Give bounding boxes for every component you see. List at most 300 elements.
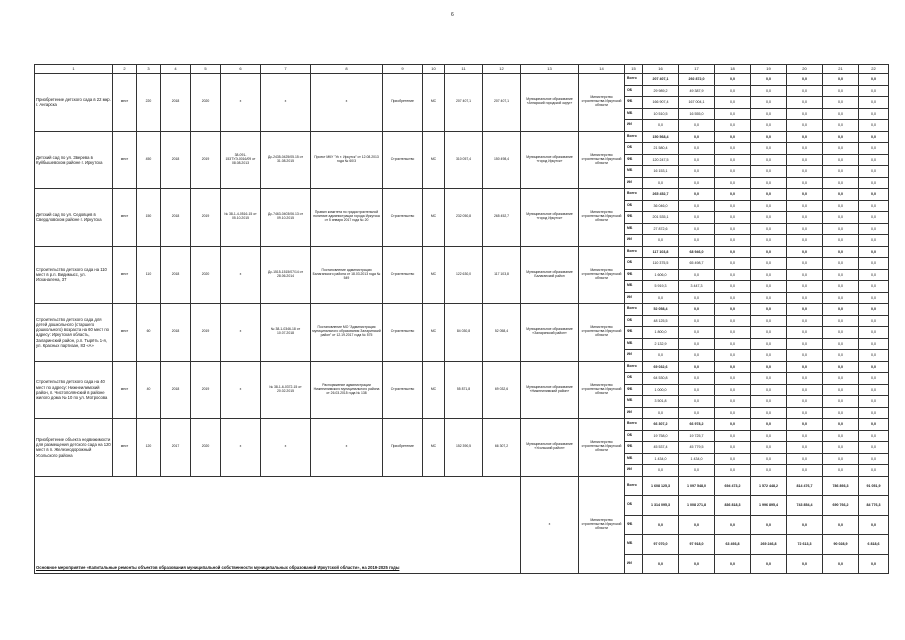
page-number: 6 [451, 12, 454, 18]
column-number-10: 10 [423, 65, 445, 74]
amount-cell: 0,0 [787, 143, 823, 155]
amount-cell: 0,0 [859, 442, 889, 454]
column-number-8: 8 [311, 65, 383, 74]
amount-cell: 21 580,4 [643, 143, 679, 155]
funding-source: МС [423, 131, 445, 189]
funding-label: ОБ [625, 315, 643, 327]
column-number-3: 3 [137, 65, 161, 74]
amount-cell: 0,0 [679, 166, 715, 178]
amount-cell: 0,0 [643, 177, 679, 189]
funding-label: ФБ [625, 384, 643, 396]
start-year: 2018 [161, 74, 191, 132]
table-row [35, 304, 889, 316]
total-amount-cell: 97 070,0 [643, 535, 679, 555]
amount-cell: 66 978,2 [679, 419, 715, 431]
total-amount-cell: 84 776,3 [859, 496, 889, 516]
total-amount-cell: 1 008 271,8 [679, 496, 715, 516]
amount-cell: 0,0 [823, 189, 859, 201]
amount-cell: 0,0 [679, 465, 715, 477]
funding-label: МБ [625, 281, 643, 293]
column-number-7: 7 [261, 65, 311, 74]
amount-cell: 0,0 [751, 442, 787, 454]
total-amount-cell: 1 572 448,2 [751, 476, 787, 496]
amount-cell: 0,0 [679, 131, 715, 143]
amount-cell: 0,0 [751, 269, 787, 281]
unit: мест [113, 419, 137, 477]
amount-cell: 0,0 [715, 223, 751, 235]
total-amount-cell: 0,0 [643, 554, 679, 574]
funding-label: Всего [625, 131, 643, 143]
funding-label: ОБ [625, 143, 643, 155]
amount-cell: 0,0 [715, 177, 751, 189]
amount-cell: 0,0 [859, 304, 889, 316]
funding-label: ИИ [625, 350, 643, 362]
start-year: 2018 [161, 361, 191, 419]
estimated-cost: 232 050,8 [445, 189, 483, 247]
capacity: 450 [137, 131, 161, 189]
end-year: 2020 [191, 419, 221, 477]
amount-cell: 0,0 [751, 407, 787, 419]
funding-source: МС [423, 419, 445, 477]
amount-cell: 0,0 [859, 166, 889, 178]
amount-cell: 2 132,9 [643, 338, 679, 350]
responsible-executor: Министерство строительства Иркутской области [579, 189, 625, 247]
amount-cell: 45 779,5 [679, 442, 715, 454]
amount-cell: 0,0 [823, 85, 859, 97]
object-name: Строительство детского сада на 40 мест по адресу: Нижнеилимский район, п. Чистополянский в районе жилого дома № 10 по ул. Мотросова [35, 361, 113, 419]
amount-cell: 0,0 [787, 315, 823, 327]
amount-cell: 0,0 [823, 361, 859, 373]
start-year: 2018 [161, 304, 191, 362]
amount-cell: 0,0 [859, 154, 889, 166]
amount-cell: 0,0 [787, 304, 823, 316]
amount-cell: 0,0 [679, 200, 715, 212]
amount-cell: 0,0 [823, 97, 859, 109]
amount-cell: 0,0 [859, 258, 889, 270]
amount-cell: 0,0 [679, 315, 715, 327]
responsible-executor: Министерство строительства Иркутской области [579, 419, 625, 477]
cost-remaining: 265 452,7 [483, 189, 521, 247]
total-amount-cell: 694 473,2 [715, 476, 751, 496]
unit: мест [113, 189, 137, 247]
funding-label: Всего [625, 189, 643, 201]
amount-cell: 0,0 [679, 407, 715, 419]
column-number-14: 14 [579, 65, 625, 74]
amount-cell: 0,0 [823, 235, 859, 247]
amount-cell: 0,0 [751, 97, 787, 109]
amount-cell: 0,0 [823, 384, 859, 396]
amount-cell: 0,0 [823, 338, 859, 350]
amount-cell: 0,0 [859, 120, 889, 132]
funding-source: МС [423, 304, 445, 362]
amount-cell: 0,0 [787, 430, 823, 442]
amount-cell: 0,0 [787, 166, 823, 178]
amount-cell: 1 434,0 [679, 453, 715, 465]
amount-cell: 27 872,6 [643, 223, 679, 235]
amount-cell: 0,0 [751, 419, 787, 431]
column-number-18: 18 [715, 65, 751, 74]
table-row [35, 361, 889, 373]
amount-cell: 201 535,1 [643, 212, 679, 224]
work-type: Строительство [383, 246, 423, 304]
responsible-executor: Министерство строительства Иркутской области [579, 246, 625, 304]
amount-cell: 0,0 [787, 384, 823, 396]
amount-cell: 167 004,1 [679, 97, 715, 109]
amount-cell: 0,0 [751, 373, 787, 385]
cost-remaining: 69 032,6 [483, 361, 521, 419]
amount-cell: 0,0 [643, 350, 679, 362]
amount-cell: 0,0 [787, 120, 823, 132]
funding-label: ИИ [625, 235, 643, 247]
amount-cell: 0,0 [679, 212, 715, 224]
amount-cell: 0,0 [751, 292, 787, 304]
total-amount-cell: 0,0 [679, 515, 715, 535]
municipality: Муниципальное образование «Усольский район» [521, 419, 579, 477]
amount-cell: 1 606,0 [643, 269, 679, 281]
amount-cell: 0,0 [787, 453, 823, 465]
column-number-15: 15 [625, 65, 643, 74]
total-amount-cell: 0,0 [751, 515, 787, 535]
municipality: Муниципальное образование «Нижнеилимский район» [521, 361, 579, 419]
total-amount-cell: 0,0 [823, 554, 859, 574]
column-number-1: 1 [35, 65, 113, 74]
funding-label: МБ [625, 223, 643, 235]
funding-source: МС [423, 74, 445, 132]
amount-cell: 0,0 [823, 131, 859, 143]
table-body [35, 65, 889, 574]
amount-cell: 68 946,0 [679, 246, 715, 258]
amount-cell: 0,0 [715, 350, 751, 362]
amount-cell: 0,0 [643, 407, 679, 419]
unit: мест [113, 246, 137, 304]
work-type: Приобретение [383, 74, 423, 132]
amount-cell: 0,0 [715, 442, 751, 454]
amount-cell: 0,0 [715, 258, 751, 270]
amount-cell: 0,0 [859, 292, 889, 304]
funding-label: МБ [625, 396, 643, 408]
amount-cell: 0,0 [823, 281, 859, 293]
program-table [34, 64, 889, 574]
amount-cell: 292 872,0 [679, 74, 715, 86]
start-year: 2018 [161, 246, 191, 304]
work-type: Строительство [383, 131, 423, 189]
amount-cell: 1 000,0 [643, 384, 679, 396]
amount-cell: 0,0 [823, 120, 859, 132]
total-amount-cell: 1 097 548,0 [679, 476, 715, 496]
permit: Дс-1515-1515/07/14 от 28.06.2014 [261, 246, 311, 304]
funding-label: ФБ [625, 442, 643, 454]
table-row [35, 131, 889, 143]
amount-cell: 0,0 [751, 212, 787, 224]
amount-cell: 0,0 [679, 361, 715, 373]
amount-cell: 0,0 [823, 258, 859, 270]
amount-cell: 0,0 [751, 465, 787, 477]
unit: мест [113, 131, 137, 189]
amount-cell: 3 501,8 [643, 396, 679, 408]
table-row [35, 74, 889, 86]
amount-cell: 150 568,4 [643, 131, 679, 143]
amount-cell: 49 387,9 [679, 85, 715, 97]
start-year: 2018 [161, 131, 191, 189]
column-number-row [35, 65, 889, 74]
amount-cell: 0,0 [751, 189, 787, 201]
amount-cell: 0,0 [787, 223, 823, 235]
amount-cell: 0,0 [859, 281, 889, 293]
total-executor: Министерство строительства Иркутской области [579, 476, 625, 574]
amount-cell: 0,0 [823, 465, 859, 477]
amount-cell: 0,0 [715, 154, 751, 166]
amount-cell: 0,0 [715, 269, 751, 281]
estimated-cost: 310 057,4 [445, 131, 483, 189]
responsible-executor: Министерство строительства Иркутской области [579, 131, 625, 189]
total-amount-cell: 63 493,8 [715, 535, 751, 555]
amount-cell: 0,0 [751, 200, 787, 212]
amount-cell: 0,0 [643, 292, 679, 304]
amount-cell: 0,0 [787, 235, 823, 247]
table-row [35, 189, 889, 201]
total-amount-cell: 0,0 [715, 515, 751, 535]
expertise-conclusion: № 38-1-4-0516-15 от 05.10.2015 [221, 189, 261, 247]
amount-cell: 0,0 [859, 235, 889, 247]
estimated-cost: 122 630,0 [445, 246, 483, 304]
amount-cell: 0,0 [751, 453, 787, 465]
expertise-conclusion: х [221, 304, 261, 362]
amount-cell: 0,0 [715, 292, 751, 304]
amount-cell: 0,0 [823, 166, 859, 178]
amount-cell: 52 058,4 [643, 304, 679, 316]
unit: мест [113, 304, 137, 362]
municipality: Муниципальное образование Балаганский район [521, 246, 579, 304]
amount-cell: 0,0 [751, 120, 787, 132]
total-amount-cell: 1 996 895,4 [751, 496, 787, 516]
amount-cell: 0,0 [787, 212, 823, 224]
amount-cell: 0,0 [823, 74, 859, 86]
cost-remaining: 207 407,1 [483, 74, 521, 132]
amount-cell: 0,0 [715, 453, 751, 465]
amount-cell: 0,0 [823, 430, 859, 442]
amount-cell: 0,0 [715, 235, 751, 247]
object-name: Строительство детского сада на 110 мест в р.п. Видимысс, ул. Исканалена, 37 [35, 246, 113, 304]
municipality: Муниципальное образование «город Иркутск» [521, 189, 579, 247]
amount-cell: 0,0 [751, 108, 787, 120]
total-amount-cell: 269 246,8 [751, 535, 787, 555]
end-year: 2019 [191, 131, 221, 189]
amount-cell: 0,0 [823, 108, 859, 120]
funding-label: Всего [625, 419, 643, 431]
column-number-21: 21 [823, 65, 859, 74]
column-number-16: 16 [643, 65, 679, 74]
amount-cell: 0,0 [787, 246, 823, 258]
amount-cell: 0,0 [715, 419, 751, 431]
expertise-conclusion: х [221, 419, 261, 477]
end-year: 2020 [191, 246, 221, 304]
total-amount-cell: 0,0 [787, 515, 823, 535]
capacity: 40 [137, 361, 161, 419]
funding-source: МС [423, 361, 445, 419]
amount-cell: 19 725,7 [679, 430, 715, 442]
column-number-13: 13 [521, 65, 579, 74]
amount-cell: 19 758,0 [643, 430, 679, 442]
municipality: Муниципальное образование «Ангарский городской округ» [521, 74, 579, 132]
funding-label: ФБ [625, 515, 643, 535]
amount-cell: 0,0 [823, 154, 859, 166]
amount-cell: 0,0 [679, 120, 715, 132]
end-year: 2019 [191, 189, 221, 247]
amount-cell: 166 907,4 [643, 97, 679, 109]
amount-cell: 0,0 [679, 292, 715, 304]
amount-cell: 0,0 [787, 131, 823, 143]
amount-cell: 0,0 [715, 304, 751, 316]
amount-cell: 0,0 [823, 396, 859, 408]
funding-label: ОБ [625, 373, 643, 385]
total-amount-cell: 0,0 [679, 554, 715, 574]
estimated-cost: 207 407,1 [445, 74, 483, 132]
total-amount-cell: 0,0 [787, 554, 823, 574]
estimated-cost: 152 390,5 [445, 419, 483, 477]
amount-cell: 0,0 [715, 327, 751, 339]
amount-cell: 0,0 [715, 74, 751, 86]
amount-cell: 0,0 [823, 143, 859, 155]
capacity: 220 [137, 74, 161, 132]
amount-cell: 0,0 [823, 350, 859, 362]
amount-cell: 0,0 [751, 223, 787, 235]
funding-source: МС [423, 246, 445, 304]
amount-cell: 207 407,1 [643, 74, 679, 86]
amount-cell: 0,0 [715, 384, 751, 396]
project-document: х [311, 419, 383, 477]
amount-cell: 0,0 [859, 223, 889, 235]
amount-cell: 0,0 [823, 327, 859, 339]
responsible-executor: Министерство строительства Иркутской области [579, 361, 625, 419]
funding-label: ИИ [625, 465, 643, 477]
cost-remaining: 117 103,8 [483, 246, 521, 304]
column-number-12: 12 [483, 65, 521, 74]
permit: х [261, 74, 311, 132]
column-number-6: 6 [221, 65, 261, 74]
amount-cell: 29 989,2 [643, 85, 679, 97]
total-amount-cell: 0,0 [715, 554, 751, 574]
expertise-conclusion: 38-091-153ТУЭ-0016/09 от 08.08.2013 [221, 131, 261, 189]
amount-cell: 3 447,3 [679, 281, 715, 293]
amount-cell: 0,0 [679, 177, 715, 189]
amount-cell: 0,0 [715, 200, 751, 212]
amount-cell: 0,0 [787, 442, 823, 454]
amount-cell: 0,0 [787, 258, 823, 270]
project-document: Проект МКУ "Ус т. Иркутск" от 12.08.2013 года № 60/3 [311, 131, 383, 189]
amount-cell: 0,0 [679, 143, 715, 155]
end-year: 2020 [191, 74, 221, 132]
amount-cell: 0,0 [751, 258, 787, 270]
amount-cell: 0,0 [787, 281, 823, 293]
estimated-cost: 55 871,8 [445, 361, 483, 419]
object-name: Детский сад по ул. Седовцев в Свердловском районе г. Иркутска [35, 189, 113, 247]
amount-cell: 0,0 [643, 465, 679, 477]
amount-cell: 10 510,5 [643, 108, 679, 120]
amount-cell: 0,0 [751, 350, 787, 362]
amount-cell: 0,0 [787, 85, 823, 97]
amount-cell: 0,0 [859, 419, 889, 431]
object-name: Приобретение детского сада в 22 мкр. г. Ангарска [35, 74, 113, 132]
column-number-5: 5 [191, 65, 221, 74]
project-document: Постановление администрации Балаганского района от 18.03.2013 года № 549 [311, 246, 383, 304]
funding-label: ИИ [625, 120, 643, 132]
funding-label: МБ [625, 338, 643, 350]
amount-cell: 66 307,2 [643, 419, 679, 431]
funding-label: ФБ [625, 154, 643, 166]
amount-cell: 1 800,0 [643, 327, 679, 339]
amount-cell: 0,0 [715, 85, 751, 97]
funding-label: МБ [625, 108, 643, 120]
column-number-20: 20 [787, 65, 823, 74]
cost-remaining: 52 058,4 [483, 304, 521, 362]
column-number-17: 17 [679, 65, 715, 74]
amount-cell: 120 247,5 [643, 154, 679, 166]
responsible-executor: Министерство строительства Иркутской области [579, 304, 625, 362]
column-number-4: 4 [161, 65, 191, 74]
total-amount-cell: 1 314 095,3 [643, 496, 679, 516]
amount-cell: 16 555,0 [679, 108, 715, 120]
amount-cell: 0,0 [823, 407, 859, 419]
funding-label: ФБ [625, 212, 643, 224]
municipality: Муниципальное образование «Заларинский район» [521, 304, 579, 362]
funding-label: ОБ [625, 200, 643, 212]
expertise-conclusion: х [221, 74, 261, 132]
amount-cell: 0,0 [751, 154, 787, 166]
start-year: 2017 [161, 419, 191, 477]
funding-source: МС [423, 189, 445, 247]
total-amount-cell: 814 476,7 [787, 476, 823, 496]
amount-cell: 0,0 [715, 338, 751, 350]
amount-cell: 0,0 [859, 373, 889, 385]
amount-cell: 0,0 [859, 327, 889, 339]
total-amount-cell: 690 766,2 [823, 496, 859, 516]
amount-cell: 0,0 [715, 396, 751, 408]
amount-cell: 0,0 [751, 177, 787, 189]
project-document: Правил комитета по градостроительной политике администрации города Иркутска от 5 января 2017 года № 20 [311, 189, 383, 247]
amount-cell: 0,0 [859, 453, 889, 465]
total-amount-cell: 743 854,4 [787, 496, 823, 516]
project-document: Распоряжение администрации Нижнеилимского муниципального района от 26.03.2015 года № 138 [311, 361, 383, 419]
amount-cell: 0,0 [679, 235, 715, 247]
amount-cell: 0,0 [715, 373, 751, 385]
amount-cell: 0,0 [751, 396, 787, 408]
total-amount-cell: 1 608 125,3 [643, 476, 679, 496]
amount-cell: 0,0 [859, 465, 889, 477]
amount-cell: 0,0 [679, 154, 715, 166]
amount-cell: 0,0 [859, 212, 889, 224]
amount-cell: 0,0 [679, 384, 715, 396]
amount-cell: 0,0 [823, 304, 859, 316]
amount-cell: 0,0 [751, 430, 787, 442]
amount-cell: 0,0 [751, 85, 787, 97]
permit: Дс-2435-0425/05.15 от 31.08.2015 [261, 131, 311, 189]
amount-cell: 0,0 [787, 74, 823, 86]
capacity: 60 [137, 304, 161, 362]
permit: Дс-7463-0403/06.13 от 09.10.2015 [261, 189, 311, 247]
amount-cell: 69 032,6 [643, 361, 679, 373]
amount-cell: 0,0 [787, 200, 823, 212]
amount-cell: 0,0 [643, 235, 679, 247]
funding-label: ФБ [625, 97, 643, 109]
expertise-conclusion: х [221, 246, 261, 304]
total-amount-cell: 72 613,3 [787, 535, 823, 555]
amount-cell: 0,0 [787, 373, 823, 385]
amount-cell: 0,0 [715, 131, 751, 143]
funding-label: ИИ [625, 177, 643, 189]
amount-cell: 0,0 [859, 384, 889, 396]
total-municipality: х [521, 476, 579, 574]
amount-cell: 0,0 [751, 327, 787, 339]
